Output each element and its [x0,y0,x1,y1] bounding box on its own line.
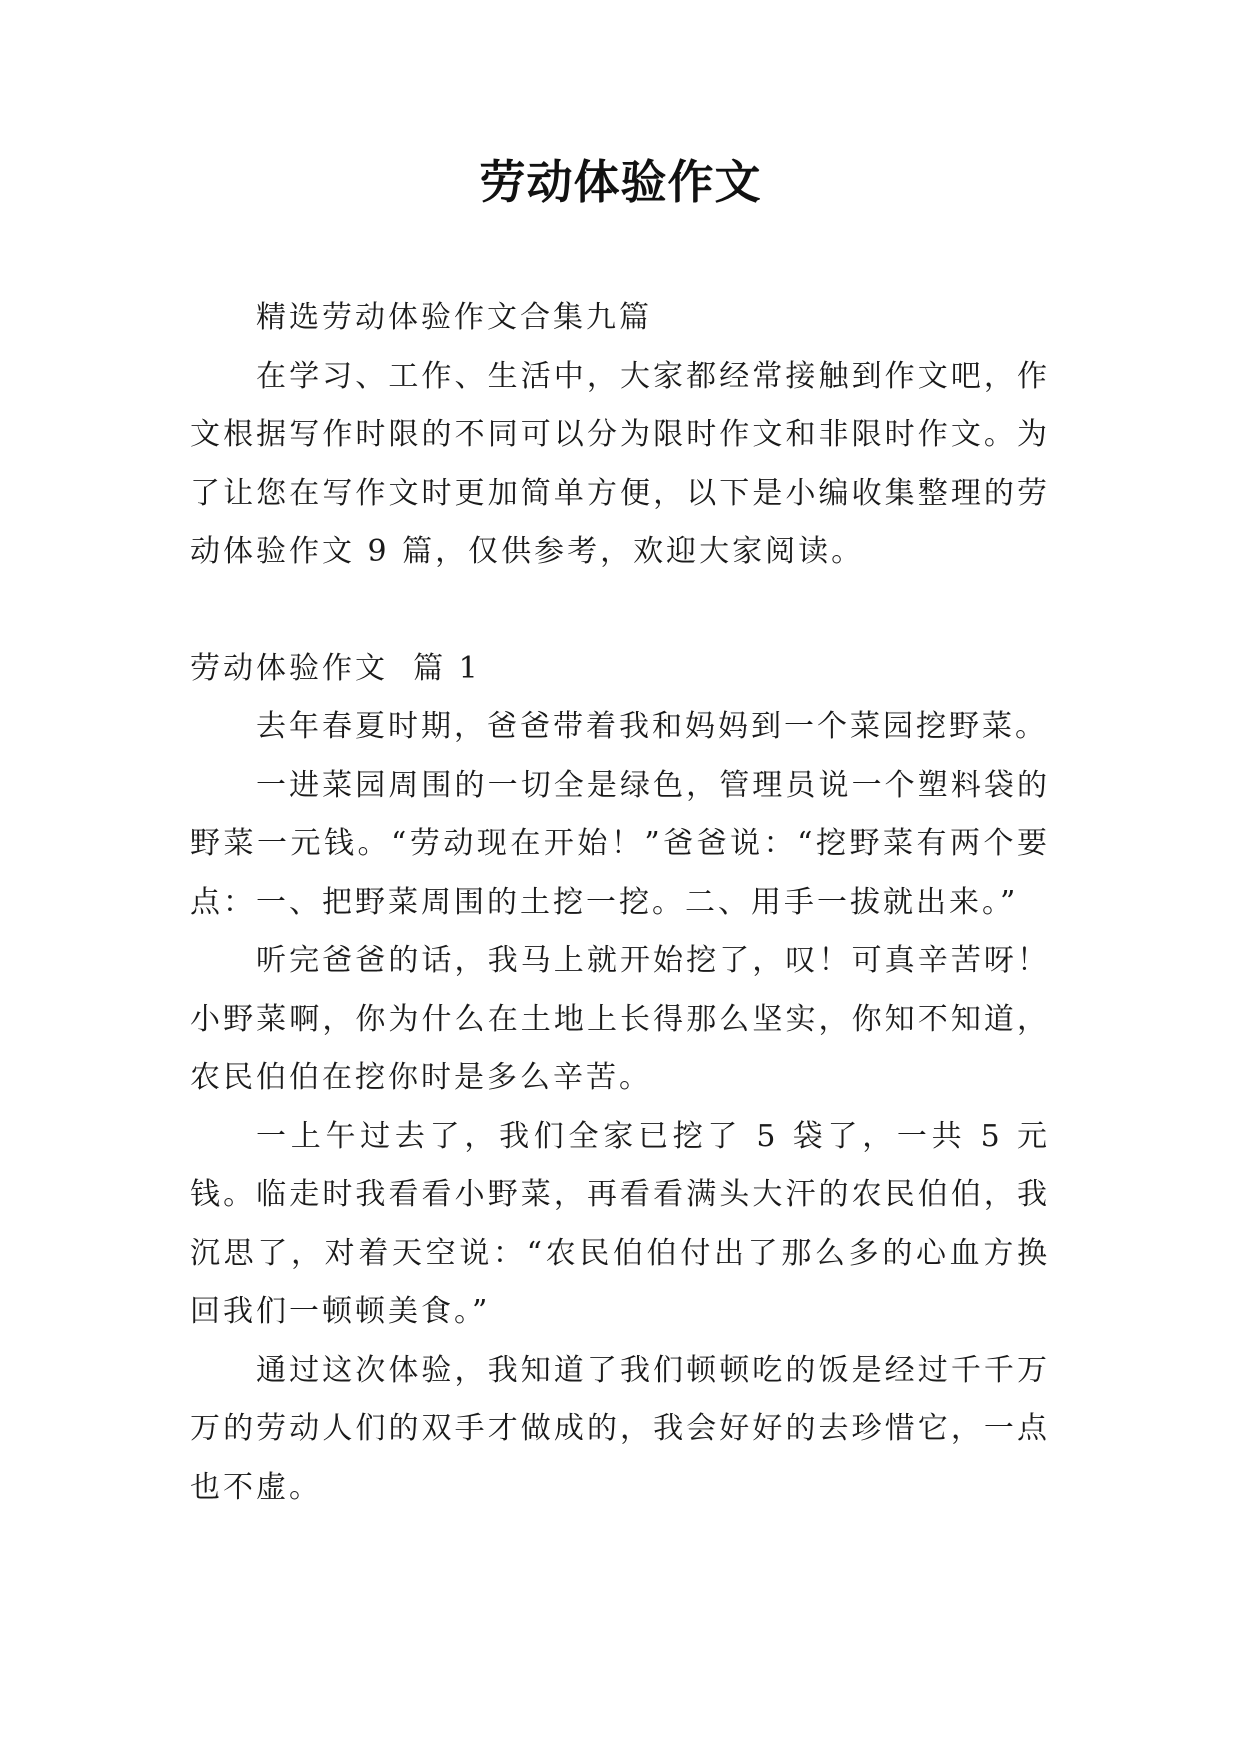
body-paragraph: 一上午过去了，我们全家已挖了 5 袋了，一共 5 元钱。临走时我看看小野菜，再看看满头大汗的农民伯伯，我沉思了，对着天空说：“农民伯伯付出了那么多的心血方换回我们一顿顿美食。” [190,1118,1050,1329]
body-paragraph: 一进菜园周围的一切全是绿色，管理员说一个塑料袋的野菜一元钱。“劳动现在开始！”爸爸说：“挖野菜有两个要点：一、把野菜周围的土挖一挖。二、用手一拔就出来。” [190,767,1050,920]
document-subtitle: 精选劳动体验作文合集九篇 [256,300,652,335]
document-body [190,289,1050,1517]
body-paragraph: 听完爸爸的话，我马上就开始挖了，叹！可真辛苦呀！小野菜啊，你为什么在土地上长得那么坚实，你知不知道，农民伯伯在挖你时是多么辛苦。 [190,943,1050,1095]
intro-paragraph: 在学习、工作、生活中，大家都经常接触到作文吧，作文根据写作时限的不同可以分为限时作文和非限时作文。为了让您在写作文时更加简单方便，以下是小编收集整理的劳动体验作文 9 篇，仅供参考，欢迎大家阅读。 [190,358,1050,569]
body-paragraph: 通过这次体验，我知道了我们顿顿吃的饭是经过千千万万的劳动人们的双手才做成的，我会好好的去珍惜它，一点也不虚。 [190,1352,1050,1505]
body-paragraph: 去年春夏时期，爸爸带着我和妈妈到一个菜园挖野菜。 [256,709,1048,744]
document-title: 劳动体验作文 [479,155,762,209]
section-heading: 劳动体验作文 篇 1 [190,650,481,686]
